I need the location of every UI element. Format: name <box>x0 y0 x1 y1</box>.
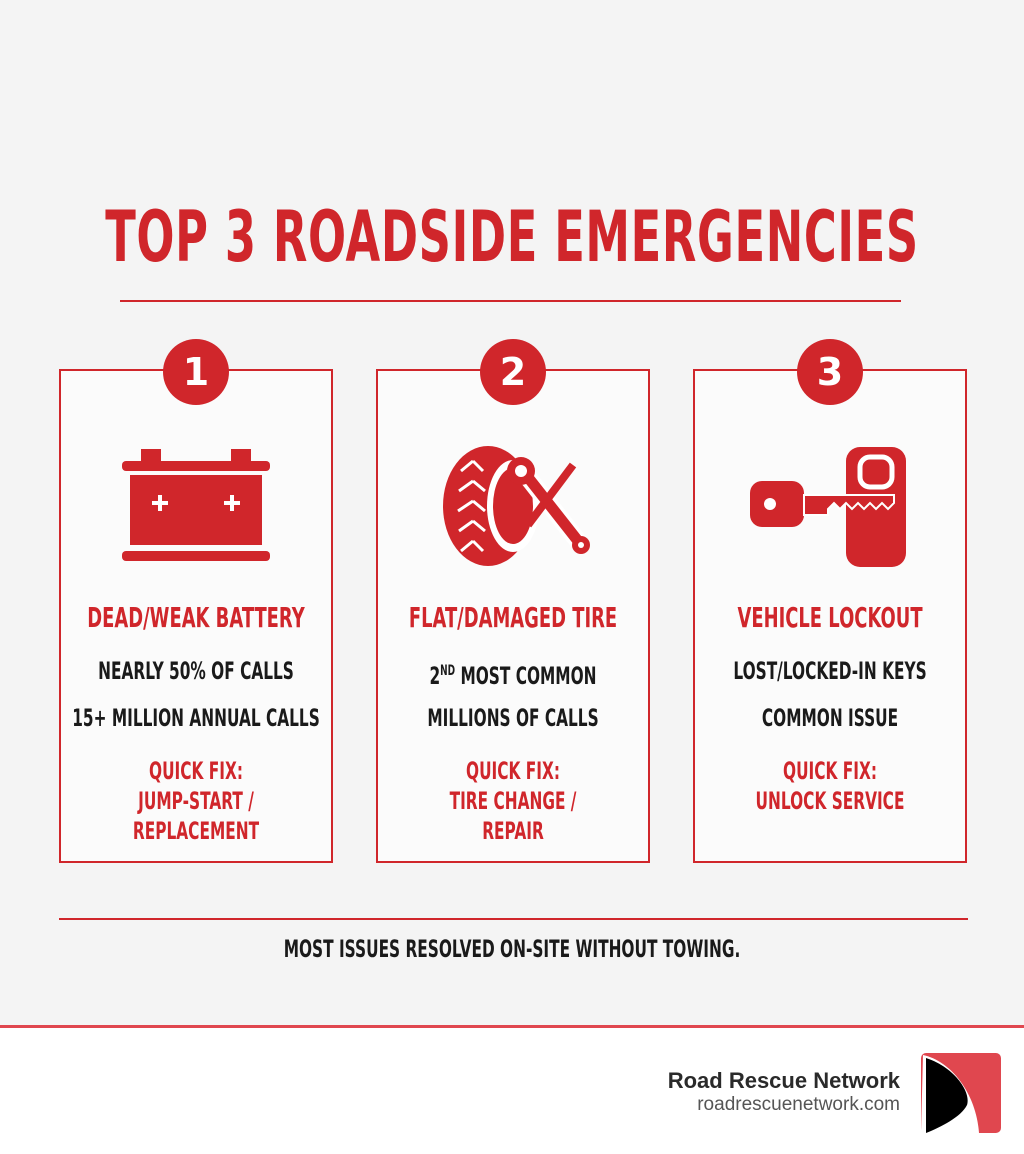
brand-url[interactable]: roadrescuenetwork.com <box>697 1094 900 1115</box>
title-divider <box>120 300 901 302</box>
stat-1 <box>429 656 596 691</box>
tire-wrench-icon <box>433 441 593 571</box>
quick-fix-label: QUICK FIX: <box>149 757 243 785</box>
summary-divider <box>59 918 968 920</box>
stat-ordinal: ND <box>440 663 456 679</box>
number-badge: 1 <box>163 339 229 405</box>
page-title: TOP 3 ROADSIDE EMERGENCIES <box>105 196 919 278</box>
stat-2: COMMON ISSUE <box>761 704 899 732</box>
card-battery <box>59 350 333 863</box>
quick-fix-line-2: REPAIR <box>482 817 544 845</box>
summary-text: MOST ISSUES RESOLVED ON-SITE WITHOUT TOWING. <box>283 935 741 963</box>
quick-fix-label: QUICK FIX: <box>783 757 877 785</box>
stat-1: LOST/LOCKED-IN KEYS <box>733 657 927 685</box>
key-lock-icon <box>750 441 910 571</box>
brand <box>668 1068 900 1116</box>
quick-fix-line-1: TIRE CHANGE / <box>449 787 577 815</box>
logo-icon <box>921 1053 1003 1135</box>
brand-name: Road Rescue Network <box>667 1068 900 1093</box>
card-title: VEHICLE LOCKOUT <box>737 601 923 634</box>
card-title: DEAD/WEAK BATTERY <box>87 601 305 634</box>
number-badge: 2 <box>480 339 546 405</box>
number-badge: 3 <box>797 339 863 405</box>
battery-icon <box>116 441 276 571</box>
card-title: FLAT/DAMAGED TIRE <box>408 601 618 634</box>
stat-2: MILLIONS OF CALLS <box>427 704 599 732</box>
stat-1: NEARLY 50% OF CALLS <box>98 657 294 685</box>
footer <box>0 1025 1024 1154</box>
quick-fix-line-1: JUMP-START / <box>138 787 254 815</box>
card-lockout <box>693 350 967 863</box>
quick-fix-label: QUICK FIX: <box>466 757 560 785</box>
card-tire <box>376 350 650 863</box>
quick-fix-line-1: UNLOCK SERVICE <box>755 787 905 815</box>
stat-2: 15+ MILLION ANNUAL CALLS <box>72 704 320 732</box>
stat-rank: 2 <box>429 662 441 690</box>
quick-fix-line-2: REPLACEMENT <box>132 817 260 845</box>
stat-text: MOST COMMON <box>455 662 597 690</box>
